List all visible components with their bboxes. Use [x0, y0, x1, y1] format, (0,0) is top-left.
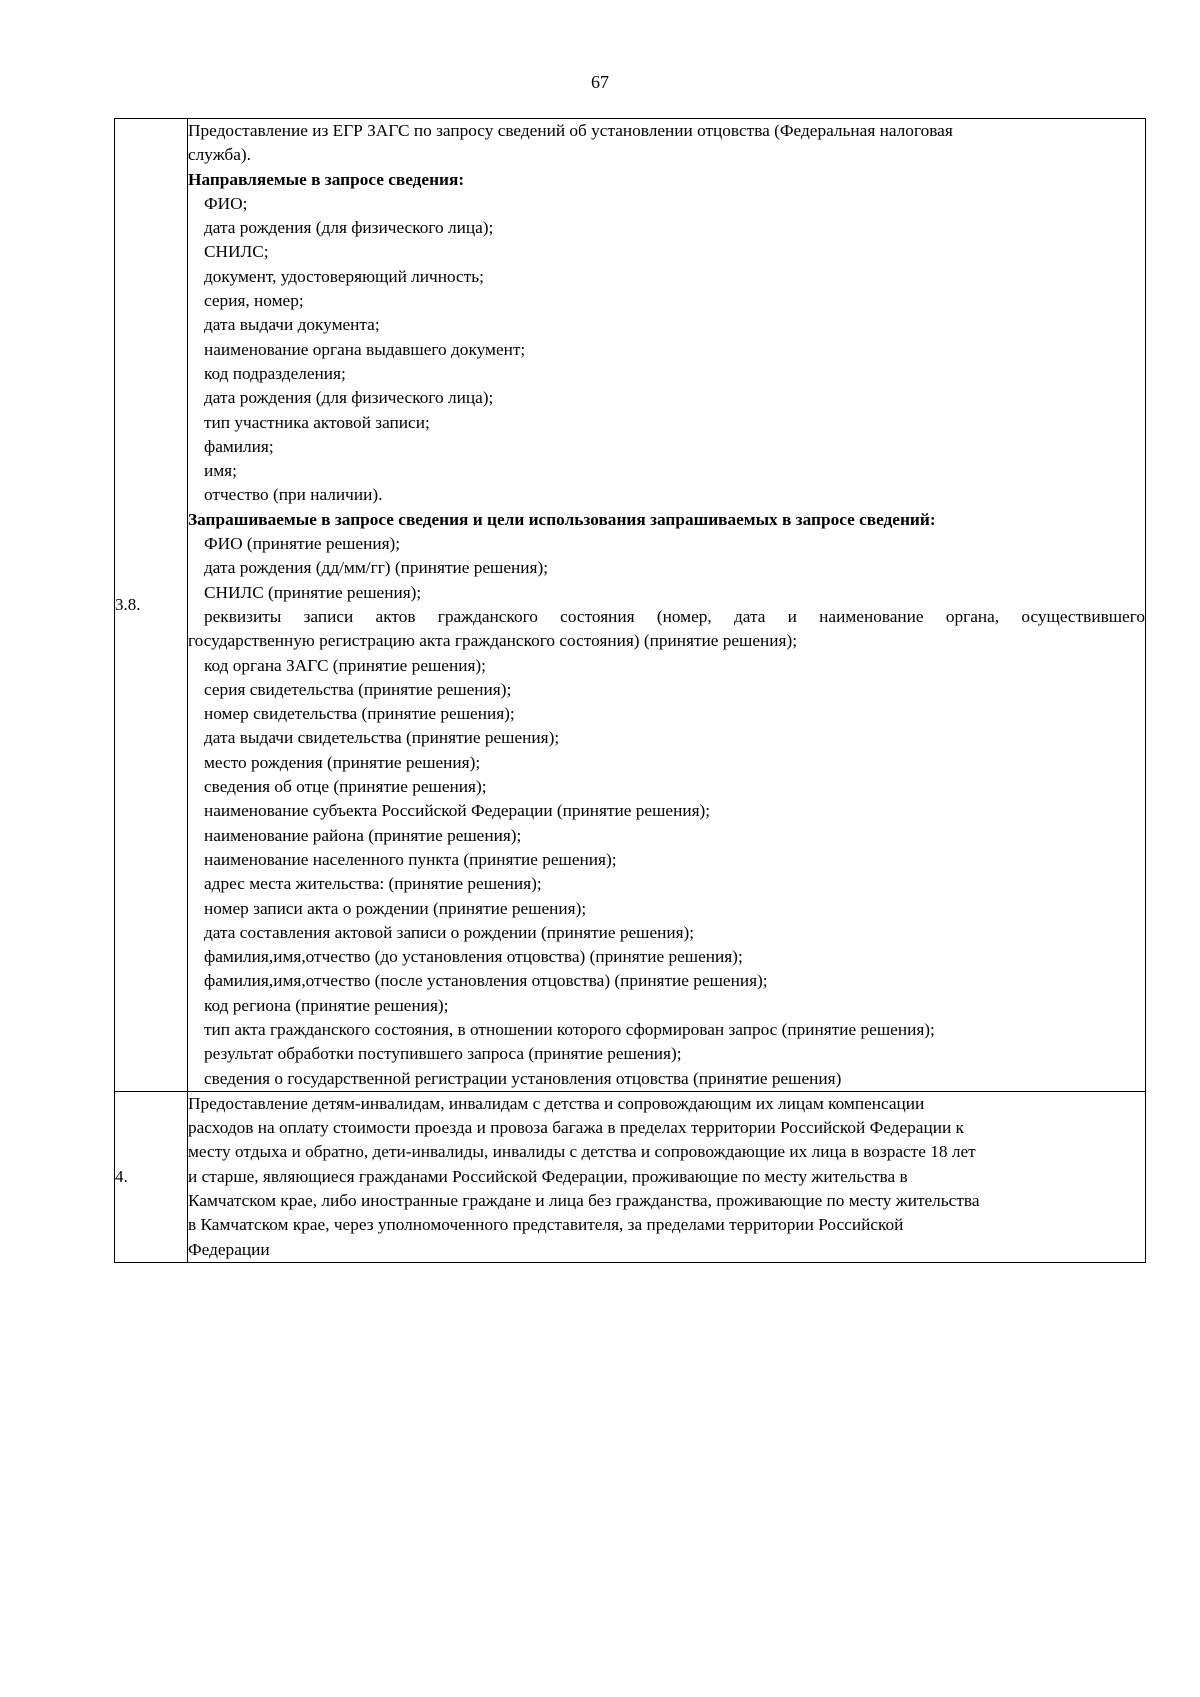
content-line: расходов на оплату стоимости проезда и провоза багажа в пределах территории Российской Федерации к [188, 1118, 964, 1138]
section-heading: Запрашиваемые в запросе сведения и цели использования запрашиваемых в запросе сведений: [188, 509, 936, 529]
content-line: серия, номер; [204, 291, 304, 311]
content-line: ФИО; [204, 193, 248, 213]
row-content [188, 119, 1146, 1092]
content-line: Предоставление из ЕГР ЗАГС по запросу сведений об установлении отцовства (Федеральная налоговая [188, 121, 953, 140]
content-line: СНИЛС (принятие решения); [204, 582, 422, 602]
content-line: месту отдыха и обратно, дети-инвалиды, инвалиды с детства и сопровождающие их лица в возрасте 18 лет [188, 1142, 976, 1162]
content-line: отчество (при наличии). [204, 485, 383, 505]
content-line: дата составления актовой записи о рождении (принятие решения); [204, 922, 695, 942]
content-line: Федерации [188, 1239, 270, 1259]
table-row [115, 119, 1146, 1092]
content-line: в Камчатском крае, через уполномоченного представителя, за пределами территории Российской [188, 1215, 904, 1235]
content-line: наименование субъекта Российской Федерации (принятие решения); [204, 801, 711, 821]
content-line: серия свидетельства (принятие решения); [204, 679, 512, 699]
content-line: СНИЛС; [204, 242, 269, 262]
content-line: наименование органа выдавшего документ; [204, 339, 526, 359]
content-line: документ, удостоверяющий личность; [204, 266, 484, 286]
content-line: фамилия,имя,отчество (после установления отцовства) (принятие решения); [204, 971, 768, 991]
content-line: дата рождения (дд/мм/гг) (принятие решения); [204, 558, 549, 578]
content-line: сведения об отце (принятие решения); [204, 777, 487, 797]
content-line: результат обработки поступившего запроса (принятие решения); [204, 1044, 682, 1064]
content-line: тип участника актовой записи; [204, 412, 430, 432]
content-line: наименование района (принятие решения); [204, 825, 522, 845]
content-line: номер свидетельства (принятие решения); [204, 704, 515, 724]
content-line: код органа ЗАГС (принятие решения); [204, 655, 486, 675]
content-line: тип акта гражданского состояния, в отношении которого сформирован запрос (принятие решения); [204, 1019, 935, 1039]
content-line: ФИО (принятие решения); [204, 534, 401, 554]
content-line: и старше, являющиеся гражданами Российской Федерации, проживающие по месту жительства в [188, 1166, 908, 1186]
content-line: адрес места жительства: (принятие решения); [204, 874, 542, 894]
row-number: 4. [115, 1091, 188, 1262]
row-number: 3.8. [115, 119, 188, 1092]
services-table [114, 118, 1146, 1263]
content-line: дата выдачи документа; [204, 315, 380, 335]
content-line: наименование населенного пункта (принятие решения); [204, 849, 617, 869]
content-line: фамилия,имя,отчество (до установления отцовства) (принятие решения); [204, 947, 743, 967]
content-line: код региона (принятие решения); [204, 995, 449, 1015]
table-row [115, 1091, 1146, 1262]
content-line: место рождения (принятие решения); [204, 752, 481, 772]
content-line: дата рождения (для физического лица); [204, 388, 494, 408]
content-line: Камчатском крае, либо иностранные граждане и лица без гражданства, проживающие по месту жительства [188, 1191, 980, 1211]
content-line: сведения о государственной регистрации установления отцовства (принятие решения) [204, 1068, 842, 1088]
content-line: фамилия; [204, 436, 274, 456]
content-line: дата выдачи свидетельства (принятие решения); [204, 728, 560, 748]
content-line: реквизиты записи актов гражданского состояния (номер, дата и наименование органа, осуществившего [204, 606, 1145, 626]
content-line: имя; [204, 461, 237, 481]
content-line: номер записи акта о рождении (принятие решения); [204, 898, 587, 918]
page-number: 67 [591, 72, 609, 92]
section-heading: Направляемые в запросе сведения: [188, 169, 465, 189]
table-body [115, 119, 1146, 1263]
row-content [188, 1091, 1146, 1262]
content-line: государственную регистрацию акта гражданского состояния) (принятие решения); [188, 631, 798, 651]
content-line: код подразделения; [204, 363, 346, 383]
content-line: дата рождения (для физического лица); [204, 218, 494, 238]
content-line: Предоставление детям-инвалидам, инвалидам с детства и сопровождающим их лицам компенсации [188, 1093, 925, 1113]
content-line: служба). [188, 145, 251, 165]
